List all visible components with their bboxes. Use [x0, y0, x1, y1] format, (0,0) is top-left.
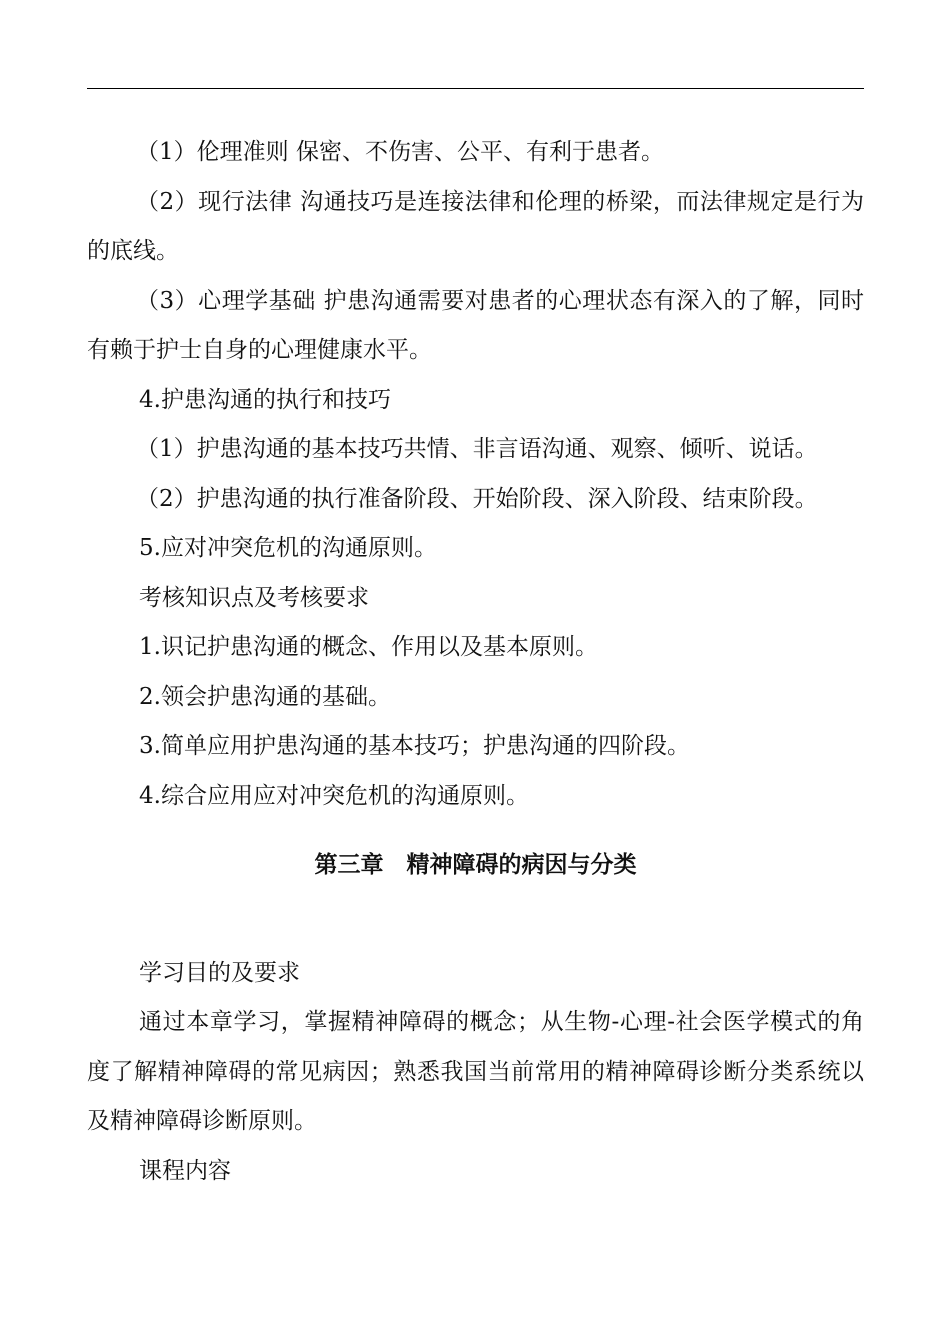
spacer — [87, 891, 864, 949]
section-heading-conflict: 5.应对冲突危机的沟通原则。 — [139, 535, 437, 561]
paragraph-stages: （2）护患沟通的执行准备阶段、开始阶段、深入阶段、结束阶段。 — [136, 485, 818, 512]
course-content-heading: 课程内容 — [139, 1157, 231, 1184]
paragraph-ethics: （1）伦理准则 保密、不伤害、公平、有利于患者。 — [136, 139, 664, 165]
assessment-item-1: 1.识记护患沟通的概念、作用以及基本原则。 — [139, 634, 598, 660]
assessment-heading: 考核知识点及考核要求 — [139, 584, 369, 611]
learning-objectives-heading: 学习目的及要求 — [139, 959, 300, 986]
paragraph-basic-skills: （1）护患沟通的基本技巧共情、非言语沟通、观察、倾听、说话。 — [136, 436, 818, 462]
section-heading-execution: 4.护患沟通的执行和技巧 — [139, 386, 391, 413]
chapter-title: 第三章 精神障碍的病因与分类 — [314, 852, 637, 878]
assessment-item-4: 4.综合应用应对冲突危机的沟通原则。 — [139, 782, 529, 809]
header-rule — [87, 88, 864, 89]
paragraph-psychology: （3）心理学基础 护患沟通需要对患者的心理状态有深入的了解，同时有赖于护士自身的心理健康水平。 — [87, 287, 864, 363]
document-body — [87, 128, 864, 1196]
assessment-item-2: 2.领会护患沟通的基础。 — [139, 683, 391, 710]
paragraph-law: （2）现行法律 沟通技巧是连接法律和伦理的桥梁，而法律规定是行为的底线。 — [87, 188, 864, 264]
learning-objectives-paragraph: 通过本章学习，掌握精神障碍的概念；从生物-心理-社会医学模式的角度了解精神障碍的常见病因；熟悉我国当前常用的精神障碍诊断分类系统以及精神障碍诊断原则。 — [87, 1009, 864, 1134]
assessment-item-3: 3.简单应用护患沟通的基本技巧；护患沟通的四阶段。 — [139, 733, 690, 759]
